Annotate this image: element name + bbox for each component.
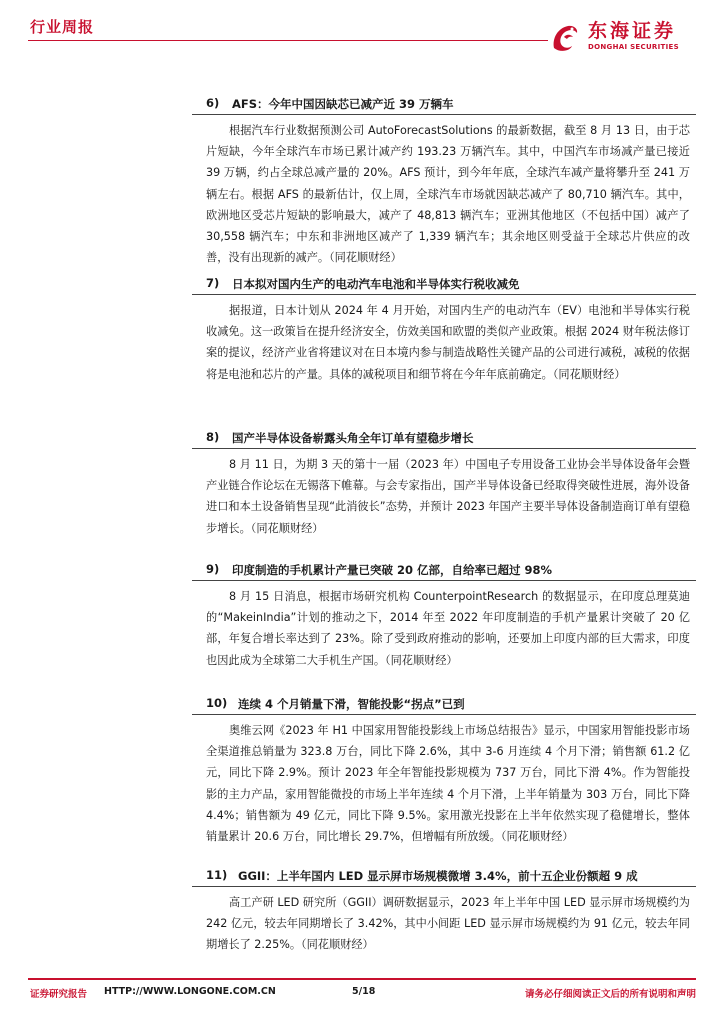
section-number: 7) bbox=[206, 276, 220, 290]
section-body: 高工产研 LED 研究所（GGII）调研数据显示，2023 年上半年中国 LED 显示屏市场规模约为 242 亿元，较去年同期增长了 3.42%，其中小间距 LED 显示屏市场规模约为 91 亿元，较去年同期增长了 2.25%。（同花顺财经） bbox=[206, 896, 690, 952]
section-body: 奥维云网《2023 年 H1 中国家用智能投影线上市场总结报告》显示，中国家用智能投影市场全渠道推总销量为 323.8 万台，同比下降 2.6%，其中 3-6 月连续 4 个月下滑；销售额 61.2 亿元，同比下降 2.9%。预计 2023 年全年智能投影规模为 737 万台，同比下滑 4%。作为智能投影的主力产品，家用智能微投的市场上半年连续 4 个月下滑，上半年销量为 303 万台，同比下降 4.4%；销售额为 49 亿元，同比下降 9.5%。家用激光投影在上半年依然实现了稳健增长，整体销量累计 20.6 万台，同比增长 29.7%，但增幅有所放缓。（同花顺财经） bbox=[206, 724, 690, 844]
section-heading bbox=[192, 274, 696, 295]
section-title: GGII：上半年国内 LED 显示屏市场规模微增 3.4%，前十五企业份额超 9 成 bbox=[238, 869, 638, 883]
section-body: 8 月 11 日，为期 3 天的第十一届（2023 年）中国电子专用设备工业协会半导体设备年会暨产业链合作论坛在无锡落下帷幕。与会专家指出，国产半导体设备已经取得突破性进展，海外设备进口和本土设备销售呈现“此消彼长”态势，并预计 2023 年国产主要半导体设备制造商订单有望稳步增长。（同花顺财经） bbox=[206, 458, 690, 535]
logo-chinese-name: 东海证券 bbox=[588, 20, 677, 42]
footer-disclaimer: 请务必仔细阅读正文后的所有说明和声明 bbox=[524, 989, 696, 1000]
section-number: 9) bbox=[206, 562, 220, 576]
section-number: 8) bbox=[206, 430, 220, 444]
section-heading bbox=[192, 694, 696, 715]
page-number: 5/18 bbox=[352, 986, 376, 997]
header-rule bbox=[28, 40, 548, 41]
section-title: AFS：今年中国因缺芯已减产近 39 万辆车 bbox=[232, 97, 454, 111]
section-number: 11) bbox=[206, 868, 228, 882]
section-title: 日本拟对国内生产的电动汽车电池和半导体实行税收减免 bbox=[232, 277, 520, 291]
footer-website-link[interactable]: HTTP://WWW.LONGONE.COM.CN bbox=[104, 986, 276, 997]
page-header bbox=[0, 0, 724, 56]
section-heading bbox=[192, 94, 696, 115]
company-logo bbox=[548, 20, 698, 54]
doc-type-label: 行业周报 bbox=[30, 18, 95, 36]
section-heading bbox=[192, 428, 696, 449]
section-heading bbox=[192, 560, 696, 581]
logo-english-name: DONGHAI SECURITIES bbox=[588, 43, 679, 51]
page-footer bbox=[0, 978, 724, 1018]
section-title: 国产半导体设备崭露头角全年订单有望稳步增长 bbox=[232, 431, 474, 445]
section-number: 6) bbox=[206, 96, 220, 110]
dragon-logo-icon bbox=[548, 20, 582, 54]
section-title: 连续 4 个月销量下滑，智能投影“拐点”已到 bbox=[238, 697, 465, 711]
footer-rule bbox=[28, 978, 696, 980]
footer-report-label: 证券研究报告 bbox=[30, 989, 88, 1000]
section-body: 根据汽车行业数据预测公司 AutoForecastSolutions 的最新数据，截至 8 月 13 日，由于芯片短缺，今年全球汽车市场已累计减产约 193.23 万辆汽车。其中，中国汽车市场减产量已接近 39 万辆，约占全球总减产量的 20%。AFS 预计，到今年年底，全球汽车减产量将攀升至 241 万辆左右。根据 AFS 的最新估计，仅上周，全球汽车市场就因缺芯减产了 80,710 辆汽车。其中，欧洲地区受芯片短缺的影响最大，减产了 48,813 辆汽车；亚洲其他地区（不包括中国）减产了 30,558 辆汽车；中东和非洲地区减产了 1,339 辆汽车；其余地区则受益于全球芯片供应的改善，没有出现新的减产。（同花顺财经） bbox=[206, 124, 690, 265]
section-title: 印度制造的手机累计产量已突破 20 亿部，自给率已超过 98% bbox=[232, 563, 553, 577]
section-number: 10) bbox=[206, 696, 228, 710]
section-body: 8 月 15 日消息，根据市场研究机构 CounterpointResearch 的数据显示，在印度总理莫迪的“MakeinIndia”计划的推动之下，2014 年至 2022 年印度制造的手机产量累计突破了 20 亿部，年复合增长率达到了 23%。除了受到政府推动的影响，还要加上印度内部的巨大需求，印度也因此成为全球第二大手机生产国。（同花顺财经） bbox=[206, 590, 690, 667]
section-body: 据报道，日本计划从 2024 年 4 月开始，对国内生产的电动汽车（EV）电池和半导体实行税收减免。这一政策旨在提升经济安全，仿效美国和欧盟的类似产业政策。根据 2024 财年税法修订案的提议，经济产业省将建议对在日本境内参与制造战略性关键产品的公司进行减税，减税的依据将是电池和芯片的产量。具体的减税项目和细节将在今年年底前确定。（同花顺财经） bbox=[206, 304, 690, 381]
section-heading bbox=[192, 866, 696, 887]
